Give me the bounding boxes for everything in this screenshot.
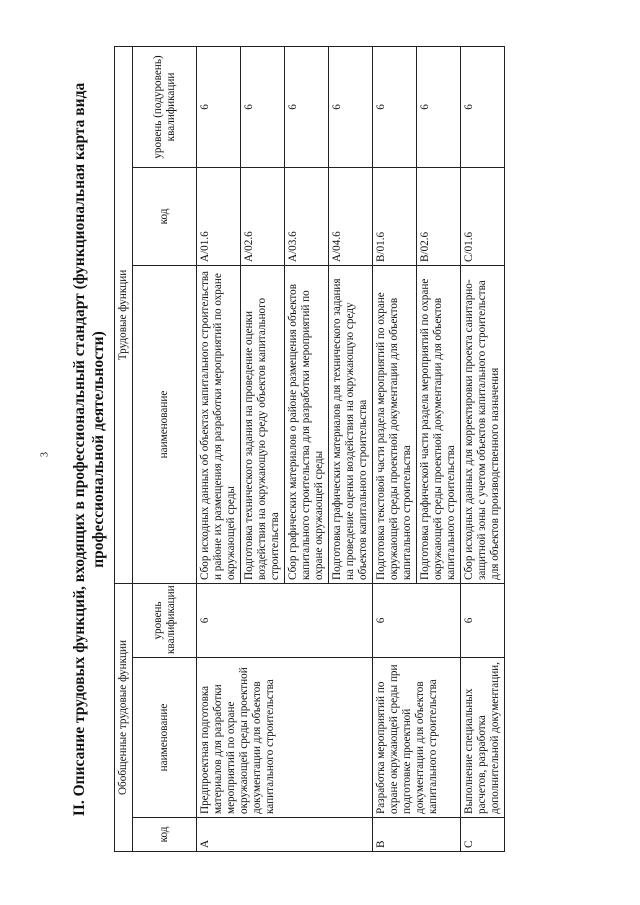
column-header-function-code: код (133, 168, 197, 266)
function-code: C/01.6 (461, 168, 505, 266)
functions-table (114, 46, 505, 852)
function-level: 6 (461, 47, 505, 168)
function-name: Подготовка технического задания на проведение оценки воздействия на окружающую среду объектов капитального строительства (241, 266, 285, 584)
generalized-functions-header: Обобщенные трудовые функции (115, 584, 133, 852)
function-level: 6 (285, 47, 329, 168)
group-header-row (115, 47, 133, 852)
column-header-level: уровень квалификации (133, 584, 197, 658)
function-code: A/01.6 (197, 168, 241, 266)
function-code: A/03.6 (285, 168, 329, 266)
table-row (373, 47, 417, 852)
function-name: Подготовка графической части раздела мероприятий по охране окружающей среды проектной документации для объектов капитального строительства (417, 266, 461, 584)
row-level: 6 (373, 584, 461, 658)
row-level: 6 (461, 584, 505, 658)
function-code: A/04.6 (329, 168, 373, 266)
function-name: Подготовка графических материалов для технического задания на проведение оценки воздействия на окружающую среду объектов капитального строительства (329, 266, 373, 584)
function-code: B/02.6 (417, 168, 461, 266)
function-level: 6 (241, 47, 285, 168)
function-code: A/02.6 (241, 168, 285, 266)
row-code: A (197, 818, 373, 852)
row-name: Предпроектная подготовка материалов для разработки мероприятий по охране окружающей среды проектной документации для объектов капитального строительства (197, 658, 373, 818)
column-header-code: код (133, 818, 197, 852)
function-code: B/01.6 (373, 168, 417, 266)
function-name: Сбор графических материалов о районе размещения объектов капитального строительства для разработки мероприятий по охране окружающей среды (285, 266, 329, 584)
document-body (70, 47, 590, 852)
function-name: Сбор исходных данных для корректировки проекта санитарно-защитной зоны с учетом объектов капитального строительства для объектов производственного назначения (461, 266, 505, 584)
table-row (197, 47, 241, 852)
row-name: Выполнение специальных расчетов, разработка дополнительной документации, (461, 658, 505, 818)
section-title: II. Описание трудовых функций, входящих в профессиональный стандарт (функциональная карта вида профессиональной деятельности) (71, 82, 107, 817)
column-header-name: наименование (133, 658, 197, 818)
row-code: C (461, 818, 505, 852)
row-code: B (373, 818, 461, 852)
row-name: Разработка мероприятий по охране окружающей среды при подготовке проектной документации для объектов капитального строительства (373, 658, 461, 818)
row-level: 6 (197, 584, 373, 658)
function-level: 6 (329, 47, 373, 168)
function-level: 6 (373, 47, 417, 168)
function-level: 6 (417, 47, 461, 168)
labor-functions-header: Трудовые функции (115, 47, 133, 584)
function-name: Сбор исходных данных об объектах капитального строительства и районе их размещения для разработки мероприятий по охране окружающей среды (197, 266, 241, 584)
column-header-function-name: наименование (133, 266, 197, 584)
column-header-function-level: уровень (подуровень) квалификации (133, 47, 197, 168)
table-row (461, 47, 505, 852)
function-name: Подготовка текстовой части раздела мероприятий по охране окружающей среды проектной документации для объектов капитального строительства (373, 266, 417, 584)
column-header-row (133, 47, 197, 852)
function-level: 6 (197, 47, 241, 168)
page-number: 3 (39, 452, 51, 457)
